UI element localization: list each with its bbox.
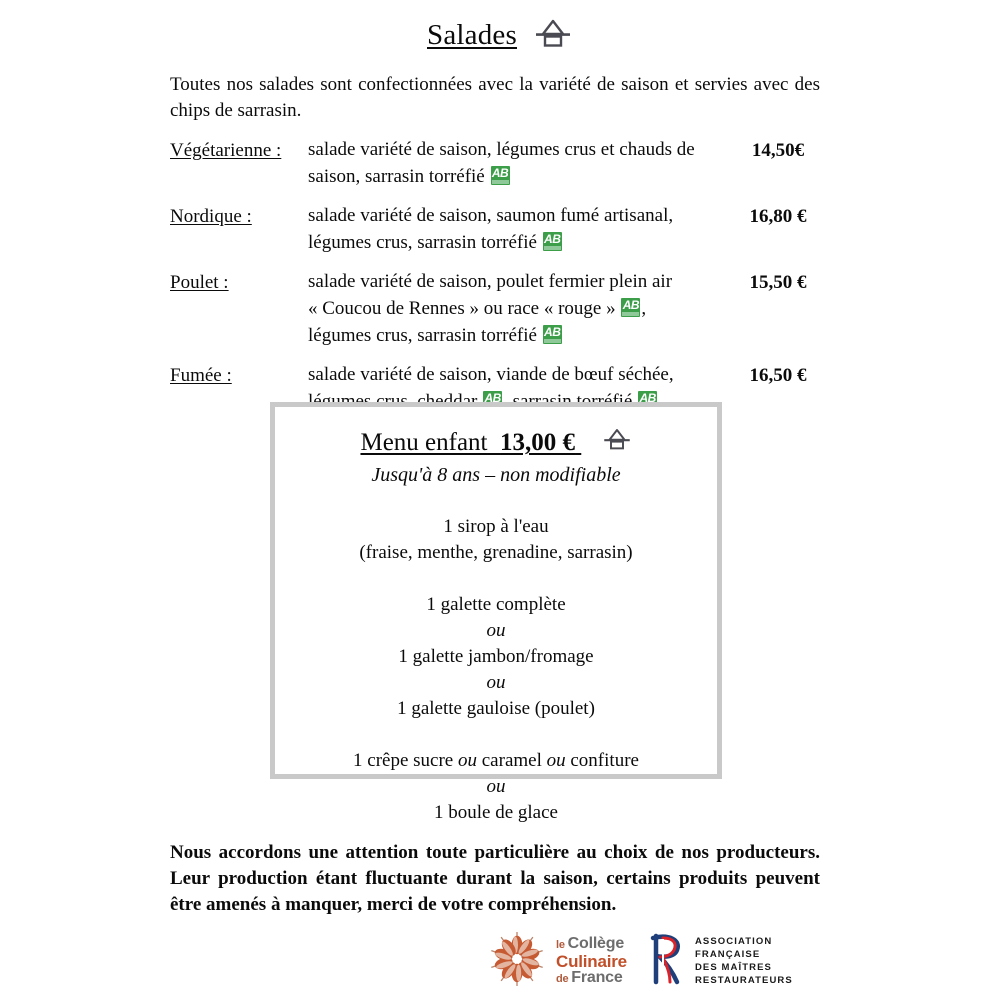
kids-dessert-or-inline-2: ou bbox=[546, 750, 566, 771]
afmr-line-4: RESTAURATEURS bbox=[694, 975, 793, 986]
afmr-line-3: DES MAÎTRES bbox=[694, 962, 772, 973]
afmr-line-1: ASSOCIATION bbox=[694, 936, 773, 947]
table-row bbox=[170, 202, 830, 256]
stylized-r-logo-icon bbox=[643, 930, 687, 993]
kids-menu-main-group bbox=[275, 592, 717, 722]
footer-logos bbox=[483, 926, 823, 996]
salad-price: 16,80 € bbox=[749, 206, 807, 227]
ccf-line-3 bbox=[556, 970, 627, 987]
kids-dessert-or: ou bbox=[486, 776, 506, 797]
kids-drink-line-2: (fraise, menthe, grenadine, sarrasin) bbox=[359, 542, 633, 563]
kids-main-option-1: 1 galette complète bbox=[426, 594, 566, 615]
salad-name-label: Poulet : bbox=[170, 272, 229, 293]
salad-desc-line-2: « Coucou de Rennes » ou race « rouge » bbox=[308, 298, 621, 319]
salad-name bbox=[170, 268, 308, 296]
salads-list bbox=[170, 136, 830, 427]
salad-description bbox=[308, 268, 726, 349]
ab-organic-badge-icon bbox=[491, 166, 510, 185]
salad-desc-line-1: salade variété de saison, poulet fermier plein air bbox=[308, 271, 673, 292]
ab-organic-badge-icon bbox=[621, 298, 640, 317]
radish-circle-logo-icon bbox=[483, 928, 551, 995]
kids-menu-title: Menu enfant bbox=[360, 429, 488, 456]
kids-dessert-crepe-c: confiture bbox=[565, 750, 639, 771]
ccf-college: Collège bbox=[567, 934, 625, 952]
table-row bbox=[170, 136, 830, 190]
kids-dessert-option-2: 1 boule de glace bbox=[434, 802, 558, 823]
ab-organic-badge-icon bbox=[543, 325, 562, 344]
salad-desc-line-3: légumes crus, sarrasin torréfié bbox=[308, 325, 542, 346]
salad-description bbox=[308, 202, 726, 256]
kids-drink-line-1: 1 sirop à l'eau bbox=[443, 516, 549, 537]
salad-description bbox=[308, 136, 726, 190]
kids-dessert-crepe-a: 1 crêpe sucre bbox=[353, 750, 458, 771]
salad-desc-line-2: légumes crus, sarrasin torréfié bbox=[308, 232, 542, 253]
salad-desc-line-1: salade variété de saison, légumes crus et chauds de bbox=[308, 139, 695, 160]
producers-note: Nous accordons une attention toute particulière au choix de nos producteurs. Leur production étant fluctuante durant la saison, certains produits peuvent être amenés à manquer, merci de votre compréhension. bbox=[170, 842, 820, 915]
kids-main-or-1: ou bbox=[486, 620, 506, 641]
intro-paragraph: Toutes nos salades sont confectionnées avec la variété de saison et servies avec des chips de sarrasin. bbox=[170, 74, 820, 121]
crepe-pan-icon bbox=[533, 16, 573, 55]
salad-name-label: Végétarienne : bbox=[170, 140, 282, 161]
salad-desc-line-1: salade variété de saison, saumon fumé artisanal, bbox=[308, 205, 674, 226]
kids-dessert-option-1 bbox=[275, 748, 717, 774]
salad-name bbox=[170, 202, 308, 230]
kids-dessert-crepe-b: caramel bbox=[477, 750, 547, 771]
kids-main-option-2: 1 galette jambon/fromage bbox=[398, 646, 594, 667]
kids-menu-heading bbox=[275, 426, 717, 459]
salad-desc-line-2-tail: , bbox=[641, 298, 647, 319]
salad-price: 16,50 € bbox=[749, 365, 807, 386]
kids-main-or-2: ou bbox=[486, 672, 506, 693]
salad-price: 15,50 € bbox=[749, 272, 807, 293]
ccf-france: France bbox=[571, 968, 623, 986]
ccf-le: le bbox=[556, 938, 565, 951]
salad-name-label: Nordique : bbox=[170, 206, 252, 227]
salad-name-label: Fumée : bbox=[170, 365, 232, 386]
kids-menu-subtitle: Jusqu'à 8 ans – non modifiable bbox=[371, 464, 621, 486]
afmr-line-2: FRANÇAISE bbox=[694, 949, 761, 960]
salad-price: 14,50€ bbox=[751, 140, 805, 161]
table-row bbox=[170, 268, 830, 349]
kids-menu-drink-group bbox=[275, 514, 717, 566]
crepe-pan-icon bbox=[602, 426, 632, 459]
ab-organic-badge-icon bbox=[543, 232, 562, 251]
ccf-line-1 bbox=[556, 936, 627, 953]
salad-desc-line-1: salade variété de saison, viande de bœuf séchée, bbox=[308, 364, 674, 385]
kids-menu-price: 13,00 € bbox=[500, 429, 576, 456]
kids-menu-dessert-group bbox=[275, 748, 717, 826]
salad-name bbox=[170, 361, 308, 389]
kids-dessert-or-inline-1: ou bbox=[458, 750, 477, 771]
salad-desc-line-2: saison, sarrasin torréfié bbox=[308, 166, 490, 187]
page-title-row bbox=[0, 16, 1000, 55]
kids-menu-box bbox=[270, 402, 722, 823]
college-culinaire-wordmark bbox=[556, 936, 627, 987]
maitres-restaurateurs-logo bbox=[643, 930, 793, 993]
page-title: Salades bbox=[427, 19, 517, 51]
ccf-de: de bbox=[556, 972, 569, 985]
ccf-culinaire: Culinaire bbox=[556, 951, 627, 971]
kids-main-option-3: 1 galette gauloise (poulet) bbox=[397, 698, 595, 719]
salad-name bbox=[170, 136, 308, 164]
maitres-restaurateurs-wordmark bbox=[695, 935, 793, 987]
college-culinaire-logo bbox=[483, 928, 627, 995]
